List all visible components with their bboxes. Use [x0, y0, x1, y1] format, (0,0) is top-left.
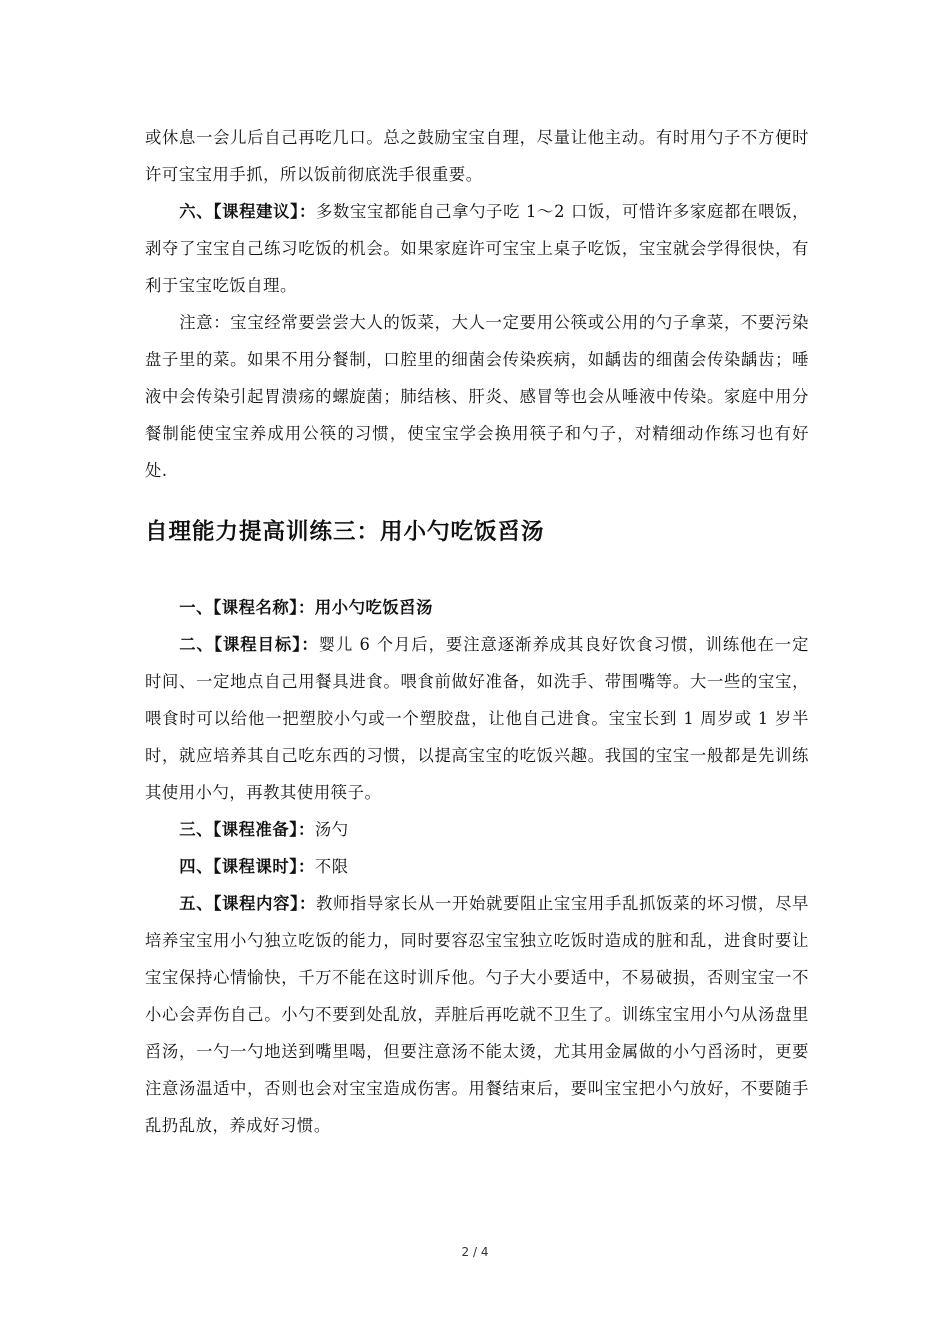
section-title: 自理能力提高训练三：用小勺吃饭舀汤 — [145, 519, 545, 545]
course-goal-text: 婴儿 6 个月后，要注意逐渐养成其良好饮食习惯，训练他在一定时间、一定地点自己用餐具进食。喂食前做好准备，如洗手、带围嘴等。大一些的宝宝，喂食时可以给他一把塑胶小勺或一个塑胶盘，让他自己进食。宝宝长到 1 周岁或 1 岁半时，就应培养其自己吃东西的习惯，以提高宝宝的吃饭兴趣。我国的宝宝一般都是先训练其使用小勺，再教其使用筷子。 — [145, 635, 809, 802]
course-suggestion-label: 六、【课程建议】： — [179, 202, 317, 221]
course-content-label: 五、【课程内容】： — [179, 894, 316, 913]
course-hours-text: 不限 — [314, 857, 349, 876]
course-suggestion-text: 多数宝宝都能自己拿勺子吃 1～2 口饭，可惜许多家庭都在喂饭，剥夺了宝宝自己练习吃饭的机会。如果家庭许可宝宝上桌子吃饭，宝宝就会学得很快，有利于宝宝吃饭自理。 — [145, 202, 809, 295]
note-paragraph: 注意：宝宝经常要尝尝大人的饭菜，大人一定要用公筷或公用的勺子拿菜，不要污染盘子里的菜。如果不用分餐制，口腔里的细菌会传染疾病，如龋齿的细菌会传染龋齿；唾液中会传染引起胃溃疡的螺旋菌；肺结核、肝炎、感冒等也会从唾液中传染。家庭中用分餐制能使宝宝养成用公筷的习惯，使宝宝学会换用筷子和勺子，对精细动作练习也有好处. — [145, 313, 809, 480]
page-number: 2 / 4 — [461, 1245, 489, 1259]
continued-paragraph: 或休息一会儿后自己再吃几口。总之鼓励宝宝自理，尽量让他主动。有时用勺子不方便时许可宝宝用手抓，所以饭前彻底洗手很重要。 — [145, 128, 809, 184]
course-suggestion-paragraph — [145, 193, 809, 304]
course-prep-text: 汤勺 — [314, 820, 349, 839]
course-hours-paragraph — [145, 848, 809, 885]
course-content-paragraph — [145, 885, 809, 1144]
course-goal-paragraph — [145, 626, 809, 811]
course-content-text: 教师指导家长从一开始就要阻止宝宝用手乱抓饭菜的坏习惯，尽早培养宝宝用小勺独立吃饭的能力，同时要容忍宝宝独立吃饭时造成的脏和乱，进食时要让宝宝保持心情愉快，千万不能在这时训斥他。勺子大小要适中，不易破损，否则宝宝一不小心会弄伤自己。小勺不要到处乱放，弄脏后再吃就不卫生了。训练宝宝用小勺从汤盘里舀汤，一勺一勺地送到嘴里喝，但要注意汤不能太烫，尤其用金属做的小勺舀汤时，更要注意汤温适中，否则也会对宝宝造成伤害。用餐结束后，要叫宝宝把小勺放好，不要随手乱扔乱放，养成好习惯。 — [145, 894, 809, 1135]
course-name-text: 用小勺吃饭舀汤 — [314, 598, 434, 617]
course-name-label: 一、【课程名称】： — [179, 598, 315, 617]
course-prep-label: 三、【课程准备】： — [179, 820, 315, 839]
course-name-paragraph — [145, 589, 809, 626]
course-hours-label: 四、【课程课时】： — [179, 857, 315, 876]
course-prep-paragraph — [145, 811, 809, 848]
page-content — [145, 119, 809, 1144]
course-goal-label: 二、【课程目标】： — [179, 635, 319, 654]
